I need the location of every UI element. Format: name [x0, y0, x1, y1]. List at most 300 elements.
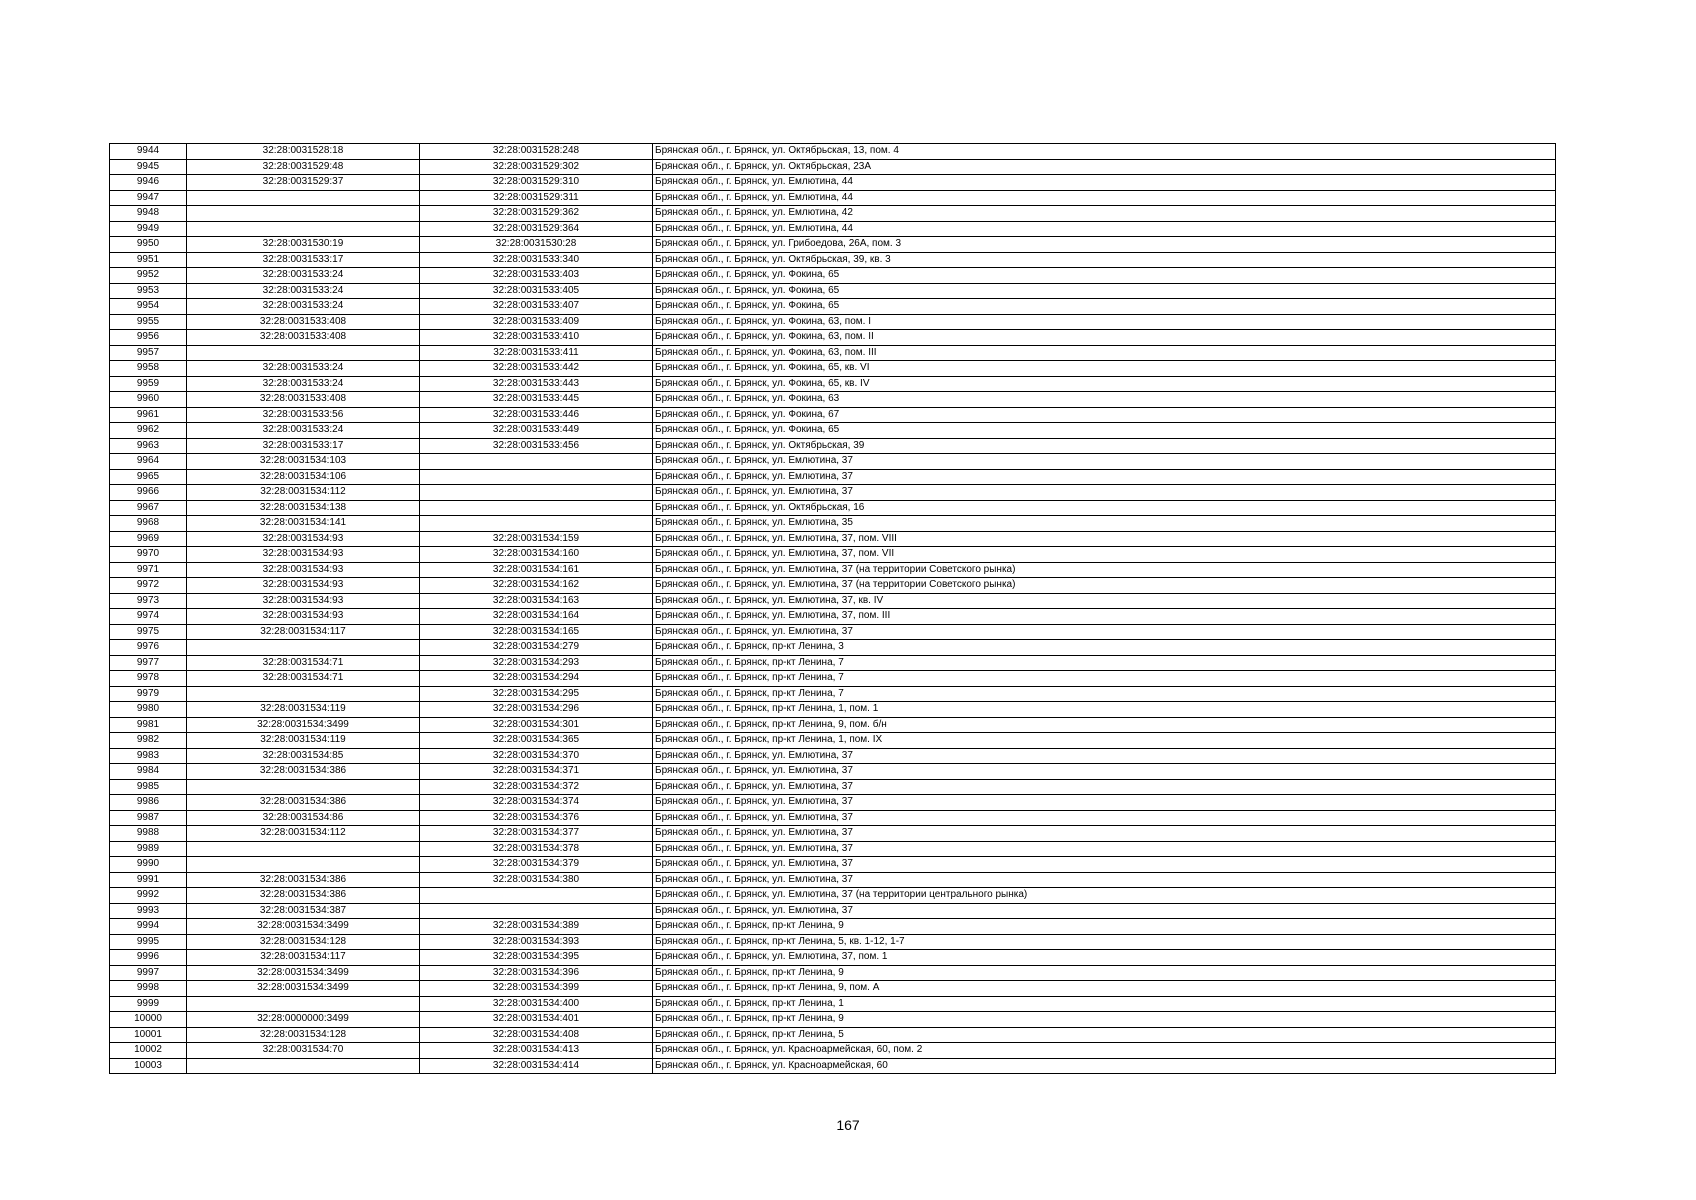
row-number: 10001	[110, 1027, 187, 1043]
row-number: 9975	[110, 624, 187, 640]
row-number: 9976	[110, 640, 187, 656]
table-row	[110, 562, 1556, 578]
object-cadastral-number: 32:28:0031534:396	[420, 965, 653, 981]
object-cadastral-number	[420, 516, 653, 532]
land-cadastral-number: 32:28:0031533:17	[187, 438, 420, 454]
table-row	[110, 299, 1556, 315]
table-row	[110, 252, 1556, 268]
object-cadastral-number: 32:28:0031534:414	[420, 1058, 653, 1074]
object-cadastral-number	[420, 500, 653, 516]
land-cadastral-number	[187, 1058, 420, 1074]
object-cadastral-number: 32:28:0031529:310	[420, 175, 653, 191]
object-cadastral-number: 32:28:0031533:409	[420, 314, 653, 330]
table-row	[110, 609, 1556, 625]
address: Брянская обл., г. Брянск, пр-кт Ленина, 9, пом. б/н	[653, 717, 1556, 733]
row-number: 9971	[110, 562, 187, 578]
object-cadastral-number	[420, 888, 653, 904]
object-cadastral-number: 32:28:0031529:364	[420, 221, 653, 237]
address: Брянская обл., г. Брянск, ул. Емлютина, 44	[653, 190, 1556, 206]
row-number: 9980	[110, 702, 187, 718]
object-cadastral-number: 32:28:0031534:377	[420, 826, 653, 842]
address: Брянская обл., г. Брянск, ул. Фокина, 67	[653, 407, 1556, 423]
address: Брянская обл., г. Брянск, ул. Фокина, 65, кв. VI	[653, 361, 1556, 377]
address: Брянская обл., г. Брянск, ул. Емлютина, 37	[653, 872, 1556, 888]
land-cadastral-number: 32:28:0031534:387	[187, 903, 420, 919]
land-cadastral-number: 32:28:0031533:24	[187, 361, 420, 377]
land-cadastral-number: 32:28:0031534:128	[187, 1027, 420, 1043]
object-cadastral-number: 32:28:0031534:413	[420, 1043, 653, 1059]
row-number: 9989	[110, 841, 187, 857]
object-cadastral-number: 32:28:0031534:294	[420, 671, 653, 687]
land-cadastral-number: 32:28:0031533:408	[187, 392, 420, 408]
row-number: 9955	[110, 314, 187, 330]
row-number: 9967	[110, 500, 187, 516]
object-cadastral-number: 32:28:0031534:295	[420, 686, 653, 702]
table-row	[110, 779, 1556, 795]
land-cadastral-number	[187, 206, 420, 222]
land-cadastral-number: 32:28:0031534:386	[187, 795, 420, 811]
object-cadastral-number: 32:28:0031533:442	[420, 361, 653, 377]
table-row	[110, 1012, 1556, 1028]
table-row	[110, 826, 1556, 842]
object-cadastral-number: 32:28:0031534:376	[420, 810, 653, 826]
address: Брянская обл., г. Брянск, ул. Емлютина, 37	[653, 764, 1556, 780]
table-row	[110, 624, 1556, 640]
address: Брянская обл., г. Брянск, пр-кт Ленина, 9	[653, 1012, 1556, 1028]
land-cadastral-number	[187, 640, 420, 656]
object-cadastral-number: 32:28:0031534:371	[420, 764, 653, 780]
table-row	[110, 283, 1556, 299]
row-number: 9945	[110, 159, 187, 175]
table-row	[110, 221, 1556, 237]
row-number: 9999	[110, 996, 187, 1012]
table-row	[110, 314, 1556, 330]
land-cadastral-number: 32:28:0031534:93	[187, 593, 420, 609]
land-cadastral-number: 32:28:0031534:103	[187, 454, 420, 470]
object-cadastral-number: 32:28:0031533:443	[420, 376, 653, 392]
land-cadastral-number: 32:28:0031530:19	[187, 237, 420, 253]
object-cadastral-number: 32:28:0031534:164	[420, 609, 653, 625]
row-number: 9977	[110, 655, 187, 671]
table-row	[110, 717, 1556, 733]
table-row	[110, 686, 1556, 702]
address: Брянская обл., г. Брянск, ул. Октябрьская, 16	[653, 500, 1556, 516]
row-number: 9973	[110, 593, 187, 609]
land-cadastral-number	[187, 345, 420, 361]
row-number: 9946	[110, 175, 187, 191]
row-number: 9988	[110, 826, 187, 842]
table-row	[110, 981, 1556, 997]
land-cadastral-number: 32:28:0031534:70	[187, 1043, 420, 1059]
table-row	[110, 423, 1556, 439]
table-row	[110, 795, 1556, 811]
row-number: 9968	[110, 516, 187, 532]
address: Брянская обл., г. Брянск, ул. Емлютина, 37	[653, 485, 1556, 501]
object-cadastral-number: 32:28:0031534:393	[420, 934, 653, 950]
land-cadastral-number: 32:28:0031534:86	[187, 810, 420, 826]
object-cadastral-number: 32:28:0031533:405	[420, 283, 653, 299]
table-row	[110, 206, 1556, 222]
object-cadastral-number	[420, 469, 653, 485]
table-row	[110, 454, 1556, 470]
land-cadastral-number: 32:28:0031534:138	[187, 500, 420, 516]
object-cadastral-number: 32:28:0031529:362	[420, 206, 653, 222]
address: Брянская обл., г. Брянск, ул. Фокина, 65	[653, 268, 1556, 284]
land-cadastral-number: 32:28:0031534:93	[187, 609, 420, 625]
object-cadastral-number: 32:28:0031534:379	[420, 857, 653, 873]
object-cadastral-number: 32:28:0031534:160	[420, 547, 653, 563]
object-cadastral-number: 32:28:0031533:445	[420, 392, 653, 408]
table-row	[110, 438, 1556, 454]
row-number: 10003	[110, 1058, 187, 1074]
row-number: 9978	[110, 671, 187, 687]
table-row	[110, 547, 1556, 563]
land-cadastral-number: 32:28:0031534:112	[187, 485, 420, 501]
table-row	[110, 888, 1556, 904]
table-row	[110, 237, 1556, 253]
land-cadastral-number	[187, 996, 420, 1012]
row-number: 9964	[110, 454, 187, 470]
row-number: 9948	[110, 206, 187, 222]
object-cadastral-number: 32:28:0031534:401	[420, 1012, 653, 1028]
land-cadastral-number: 32:28:0031534:117	[187, 624, 420, 640]
object-cadastral-number: 32:28:0031534:395	[420, 950, 653, 966]
address: Брянская обл., г. Брянск, ул. Емлютина, 42	[653, 206, 1556, 222]
land-cadastral-number	[187, 841, 420, 857]
land-cadastral-number: 32:28:0031534:93	[187, 531, 420, 547]
land-cadastral-number: 32:28:0031534:3499	[187, 919, 420, 935]
table-row	[110, 903, 1556, 919]
land-cadastral-number: 32:28:0031534:128	[187, 934, 420, 950]
object-cadastral-number	[420, 903, 653, 919]
address: Брянская обл., г. Брянск, ул. Фокина, 65	[653, 423, 1556, 439]
address: Брянская обл., г. Брянск, ул. Емлютина, 37, пом. VII	[653, 547, 1556, 563]
table-row	[110, 593, 1556, 609]
row-number: 9979	[110, 686, 187, 702]
object-cadastral-number: 32:28:0031533:446	[420, 407, 653, 423]
land-cadastral-number	[187, 779, 420, 795]
address: Брянская обл., г. Брянск, ул. Емлютина, 37 (на территории Советского рынка)	[653, 562, 1556, 578]
land-cadastral-number: 32:28:0031534:93	[187, 578, 420, 594]
row-number: 9990	[110, 857, 187, 873]
land-cadastral-number: 32:28:0031533:24	[187, 283, 420, 299]
table-row	[110, 330, 1556, 346]
address: Брянская обл., г. Брянск, ул. Емлютина, 37	[653, 624, 1556, 640]
object-cadastral-number: 32:28:0031534:162	[420, 578, 653, 594]
table-row	[110, 950, 1556, 966]
address: Брянская обл., г. Брянск, ул. Емлютина, 44	[653, 221, 1556, 237]
object-cadastral-number: 32:28:0031534:380	[420, 872, 653, 888]
land-cadastral-number: 32:28:0031534:93	[187, 547, 420, 563]
table-row	[110, 1027, 1556, 1043]
object-cadastral-number: 32:28:0031533:411	[420, 345, 653, 361]
land-cadastral-number: 32:28:0031534:71	[187, 671, 420, 687]
table-row	[110, 485, 1556, 501]
row-number: 9963	[110, 438, 187, 454]
object-cadastral-number: 32:28:0031534:301	[420, 717, 653, 733]
table-row	[110, 996, 1556, 1012]
land-cadastral-number: 32:28:0031534:141	[187, 516, 420, 532]
table-row	[110, 872, 1556, 888]
land-cadastral-number	[187, 190, 420, 206]
table-row	[110, 671, 1556, 687]
table-row	[110, 764, 1556, 780]
row-number: 9974	[110, 609, 187, 625]
land-cadastral-number: 32:28:0031533:17	[187, 252, 420, 268]
row-number: 9952	[110, 268, 187, 284]
property-table-body	[110, 144, 1556, 1074]
address: Брянская обл., г. Брянск, ул. Фокина, 65	[653, 283, 1556, 299]
object-cadastral-number: 32:28:0031534:408	[420, 1027, 653, 1043]
address: Брянская обл., г. Брянск, пр-кт Ленина, 9, пом. А	[653, 981, 1556, 997]
table-row	[110, 345, 1556, 361]
row-number: 9998	[110, 981, 187, 997]
address: Брянская обл., г. Брянск, ул. Емлютина, 37	[653, 810, 1556, 826]
address: Брянская обл., г. Брянск, пр-кт Ленина, 5	[653, 1027, 1556, 1043]
table-row	[110, 1043, 1556, 1059]
row-number: 9997	[110, 965, 187, 981]
address: Брянская обл., г. Брянск, ул. Емлютина, 37, пом. 1	[653, 950, 1556, 966]
address: Брянская обл., г. Брянск, ул. Фокина, 65, кв. IV	[653, 376, 1556, 392]
land-cadastral-number: 32:28:0031528:18	[187, 144, 420, 160]
row-number: 9960	[110, 392, 187, 408]
land-cadastral-number	[187, 686, 420, 702]
object-cadastral-number: 32:28:0031534:389	[420, 919, 653, 935]
row-number: 9956	[110, 330, 187, 346]
land-cadastral-number: 32:28:0031534:3499	[187, 981, 420, 997]
address: Брянская обл., г. Брянск, ул. Октябрьская, 39	[653, 438, 1556, 454]
row-number: 9947	[110, 190, 187, 206]
property-table	[109, 143, 1556, 1074]
land-cadastral-number: 32:28:0031534:71	[187, 655, 420, 671]
address: Брянская обл., г. Брянск, ул. Фокина, 63, пом. III	[653, 345, 1556, 361]
address: Брянская обл., г. Брянск, ул. Красноармейская, 60	[653, 1058, 1556, 1074]
address: Брянская обл., г. Брянск, ул. Емлютина, 37	[653, 841, 1556, 857]
row-number: 9985	[110, 779, 187, 795]
row-number: 9981	[110, 717, 187, 733]
address: Брянская обл., г. Брянск, ул. Емлютина, 37	[653, 903, 1556, 919]
address: Брянская обл., г. Брянск, ул. Красноармейская, 60, пом. 2	[653, 1043, 1556, 1059]
land-cadastral-number: 32:28:0000000:3499	[187, 1012, 420, 1028]
row-number: 9984	[110, 764, 187, 780]
row-number: 9970	[110, 547, 187, 563]
table-row	[110, 934, 1556, 950]
address: Брянская обл., г. Брянск, пр-кт Ленина, 7	[653, 686, 1556, 702]
row-number: 9944	[110, 144, 187, 160]
table-row	[110, 190, 1556, 206]
object-cadastral-number: 32:28:0031534:365	[420, 733, 653, 749]
object-cadastral-number: 32:28:0031530:28	[420, 237, 653, 253]
table-row	[110, 640, 1556, 656]
object-cadastral-number: 32:28:0031529:302	[420, 159, 653, 175]
object-cadastral-number: 32:28:0031534:165	[420, 624, 653, 640]
land-cadastral-number: 32:28:0031533:24	[187, 299, 420, 315]
address: Брянская обл., г. Брянск, ул. Фокина, 63, пом. I	[653, 314, 1556, 330]
object-cadastral-number: 32:28:0031528:248	[420, 144, 653, 160]
address: Брянская обл., г. Брянск, ул. Емлютина, 37, кв. IV	[653, 593, 1556, 609]
table-row	[110, 748, 1556, 764]
object-cadastral-number: 32:28:0031534:378	[420, 841, 653, 857]
row-number: 9949	[110, 221, 187, 237]
table-row	[110, 810, 1556, 826]
row-number: 9962	[110, 423, 187, 439]
address: Брянская обл., г. Брянск, пр-кт Ленина, 7	[653, 671, 1556, 687]
row-number: 9958	[110, 361, 187, 377]
row-number: 9953	[110, 283, 187, 299]
object-cadastral-number: 32:28:0031534:279	[420, 640, 653, 656]
land-cadastral-number: 32:28:0031533:24	[187, 268, 420, 284]
land-cadastral-number: 32:28:0031534:386	[187, 764, 420, 780]
address: Брянская обл., г. Брянск, ул. Емлютина, 44	[653, 175, 1556, 191]
row-number: 9993	[110, 903, 187, 919]
address: Брянская обл., г. Брянск, ул. Емлютина, 37, пом. III	[653, 609, 1556, 625]
land-cadastral-number: 32:28:0031533:56	[187, 407, 420, 423]
page-number: 167	[836, 1117, 860, 1133]
table-row	[110, 516, 1556, 532]
land-cadastral-number: 32:28:0031534:3499	[187, 717, 420, 733]
row-number: 9965	[110, 469, 187, 485]
row-number: 9995	[110, 934, 187, 950]
address: Брянская обл., г. Брянск, ул. Фокина, 65	[653, 299, 1556, 315]
land-cadastral-number: 32:28:0031534:117	[187, 950, 420, 966]
object-cadastral-number: 32:28:0031534:400	[420, 996, 653, 1012]
land-cadastral-number: 32:28:0031534:85	[187, 748, 420, 764]
object-cadastral-number: 32:28:0031534:159	[420, 531, 653, 547]
land-cadastral-number: 32:28:0031534:112	[187, 826, 420, 842]
table-row	[110, 1058, 1556, 1074]
table-row	[110, 841, 1556, 857]
object-cadastral-number: 32:28:0031534:372	[420, 779, 653, 795]
object-cadastral-number: 32:28:0031533:407	[420, 299, 653, 315]
table-row	[110, 144, 1556, 160]
address: Брянская обл., г. Брянск, ул. Емлютина, 37	[653, 748, 1556, 764]
table-row	[110, 407, 1556, 423]
row-number: 9987	[110, 810, 187, 826]
table-row	[110, 268, 1556, 284]
object-cadastral-number: 32:28:0031533:340	[420, 252, 653, 268]
land-cadastral-number: 32:28:0031533:24	[187, 423, 420, 439]
land-cadastral-number: 32:28:0031534:119	[187, 702, 420, 718]
address: Брянская обл., г. Брянск, пр-кт Ленина, 9	[653, 919, 1556, 935]
object-cadastral-number: 32:28:0031534:293	[420, 655, 653, 671]
address: Брянская обл., г. Брянск, ул. Емлютина, 37 (на территории центрального рынка)	[653, 888, 1556, 904]
address: Брянская обл., г. Брянск, ул. Емлютина, 37	[653, 857, 1556, 873]
object-cadastral-number: 32:28:0031534:161	[420, 562, 653, 578]
land-cadastral-number: 32:28:0031533:24	[187, 376, 420, 392]
table-row	[110, 965, 1556, 981]
land-cadastral-number	[187, 857, 420, 873]
address: Брянская обл., г. Брянск, ул. Октябрьская, 13, пом. 4	[653, 144, 1556, 160]
address: Брянская обл., г. Брянск, ул. Фокина, 63	[653, 392, 1556, 408]
address: Брянская обл., г. Брянск, ул. Емлютина, 37	[653, 454, 1556, 470]
row-number: 9996	[110, 950, 187, 966]
table-row	[110, 159, 1556, 175]
land-cadastral-number: 32:28:0031529:48	[187, 159, 420, 175]
land-cadastral-number: 32:28:0031534:386	[187, 888, 420, 904]
row-number: 9983	[110, 748, 187, 764]
table-row	[110, 919, 1556, 935]
object-cadastral-number: 32:28:0031534:399	[420, 981, 653, 997]
row-number: 10000	[110, 1012, 187, 1028]
address: Брянская обл., г. Брянск, ул. Емлютина, 37	[653, 469, 1556, 485]
land-cadastral-number: 32:28:0031534:3499	[187, 965, 420, 981]
address: Брянская обл., г. Брянск, пр-кт Ленина, 1	[653, 996, 1556, 1012]
land-cadastral-number: 32:28:0031533:408	[187, 314, 420, 330]
row-number: 9994	[110, 919, 187, 935]
address: Брянская обл., г. Брянск, ул. Емлютина, 37	[653, 826, 1556, 842]
land-cadastral-number: 32:28:0031534:119	[187, 733, 420, 749]
object-cadastral-number: 32:28:0031534:374	[420, 795, 653, 811]
row-number: 9986	[110, 795, 187, 811]
table-row	[110, 469, 1556, 485]
address: Брянская обл., г. Брянск, ул. Емлютина, 35	[653, 516, 1556, 532]
address: Брянская обл., г. Брянск, пр-кт Ленина, 9	[653, 965, 1556, 981]
object-cadastral-number	[420, 485, 653, 501]
object-cadastral-number: 32:28:0031534:296	[420, 702, 653, 718]
row-number: 9950	[110, 237, 187, 253]
row-number: 9982	[110, 733, 187, 749]
row-number: 9991	[110, 872, 187, 888]
table-row	[110, 702, 1556, 718]
row-number: 9959	[110, 376, 187, 392]
address: Брянская обл., г. Брянск, ул. Емлютина, 37	[653, 779, 1556, 795]
object-cadastral-number: 32:28:0031533:449	[420, 423, 653, 439]
address: Брянская обл., г. Брянск, ул. Октябрьская, 39, кв. 3	[653, 252, 1556, 268]
row-number: 9972	[110, 578, 187, 594]
row-number: 9957	[110, 345, 187, 361]
row-number: 9966	[110, 485, 187, 501]
address: Брянская обл., г. Брянск, пр-кт Ленина, 1, пом. IX	[653, 733, 1556, 749]
row-number: 9951	[110, 252, 187, 268]
table-row	[110, 392, 1556, 408]
address: Брянская обл., г. Брянск, ул. Емлютина, 37 (на территории Советского рынка)	[653, 578, 1556, 594]
row-number: 9969	[110, 531, 187, 547]
row-number: 9954	[110, 299, 187, 315]
table-row	[110, 733, 1556, 749]
object-cadastral-number: 32:28:0031533:403	[420, 268, 653, 284]
address: Брянская обл., г. Брянск, ул. Емлютина, 37, пом. VIII	[653, 531, 1556, 547]
table-row	[110, 175, 1556, 191]
address: Брянская обл., г. Брянск, ул. Емлютина, 37	[653, 795, 1556, 811]
table-row	[110, 376, 1556, 392]
land-cadastral-number: 32:28:0031534:93	[187, 562, 420, 578]
table-row	[110, 578, 1556, 594]
table-row	[110, 857, 1556, 873]
row-number: 10002	[110, 1043, 187, 1059]
object-cadastral-number: 32:28:0031533:410	[420, 330, 653, 346]
address: Брянская обл., г. Брянск, ул. Грибоедова, 26А, пом. 3	[653, 237, 1556, 253]
land-cadastral-number: 32:28:0031533:408	[187, 330, 420, 346]
table-row	[110, 531, 1556, 547]
land-cadastral-number: 32:28:0031534:386	[187, 872, 420, 888]
object-cadastral-number: 32:28:0031529:311	[420, 190, 653, 206]
table-row	[110, 655, 1556, 671]
address: Брянская обл., г. Брянск, пр-кт Ленина, 1, пом. 1	[653, 702, 1556, 718]
address: Брянская обл., г. Брянск, ул. Фокина, 63, пом. II	[653, 330, 1556, 346]
object-cadastral-number	[420, 454, 653, 470]
object-cadastral-number: 32:28:0031533:456	[420, 438, 653, 454]
object-cadastral-number: 32:28:0031534:370	[420, 748, 653, 764]
address: Брянская обл., г. Брянск, ул. Октябрьская, 23А	[653, 159, 1556, 175]
address: Брянская обл., г. Брянск, пр-кт Ленина, 7	[653, 655, 1556, 671]
row-number: 9992	[110, 888, 187, 904]
table-row	[110, 361, 1556, 377]
address: Брянская обл., г. Брянск, пр-кт Ленина, 5, кв. 1-12, 1-7	[653, 934, 1556, 950]
table-row	[110, 500, 1556, 516]
land-cadastral-number	[187, 221, 420, 237]
land-cadastral-number: 32:28:0031534:106	[187, 469, 420, 485]
row-number: 9961	[110, 407, 187, 423]
